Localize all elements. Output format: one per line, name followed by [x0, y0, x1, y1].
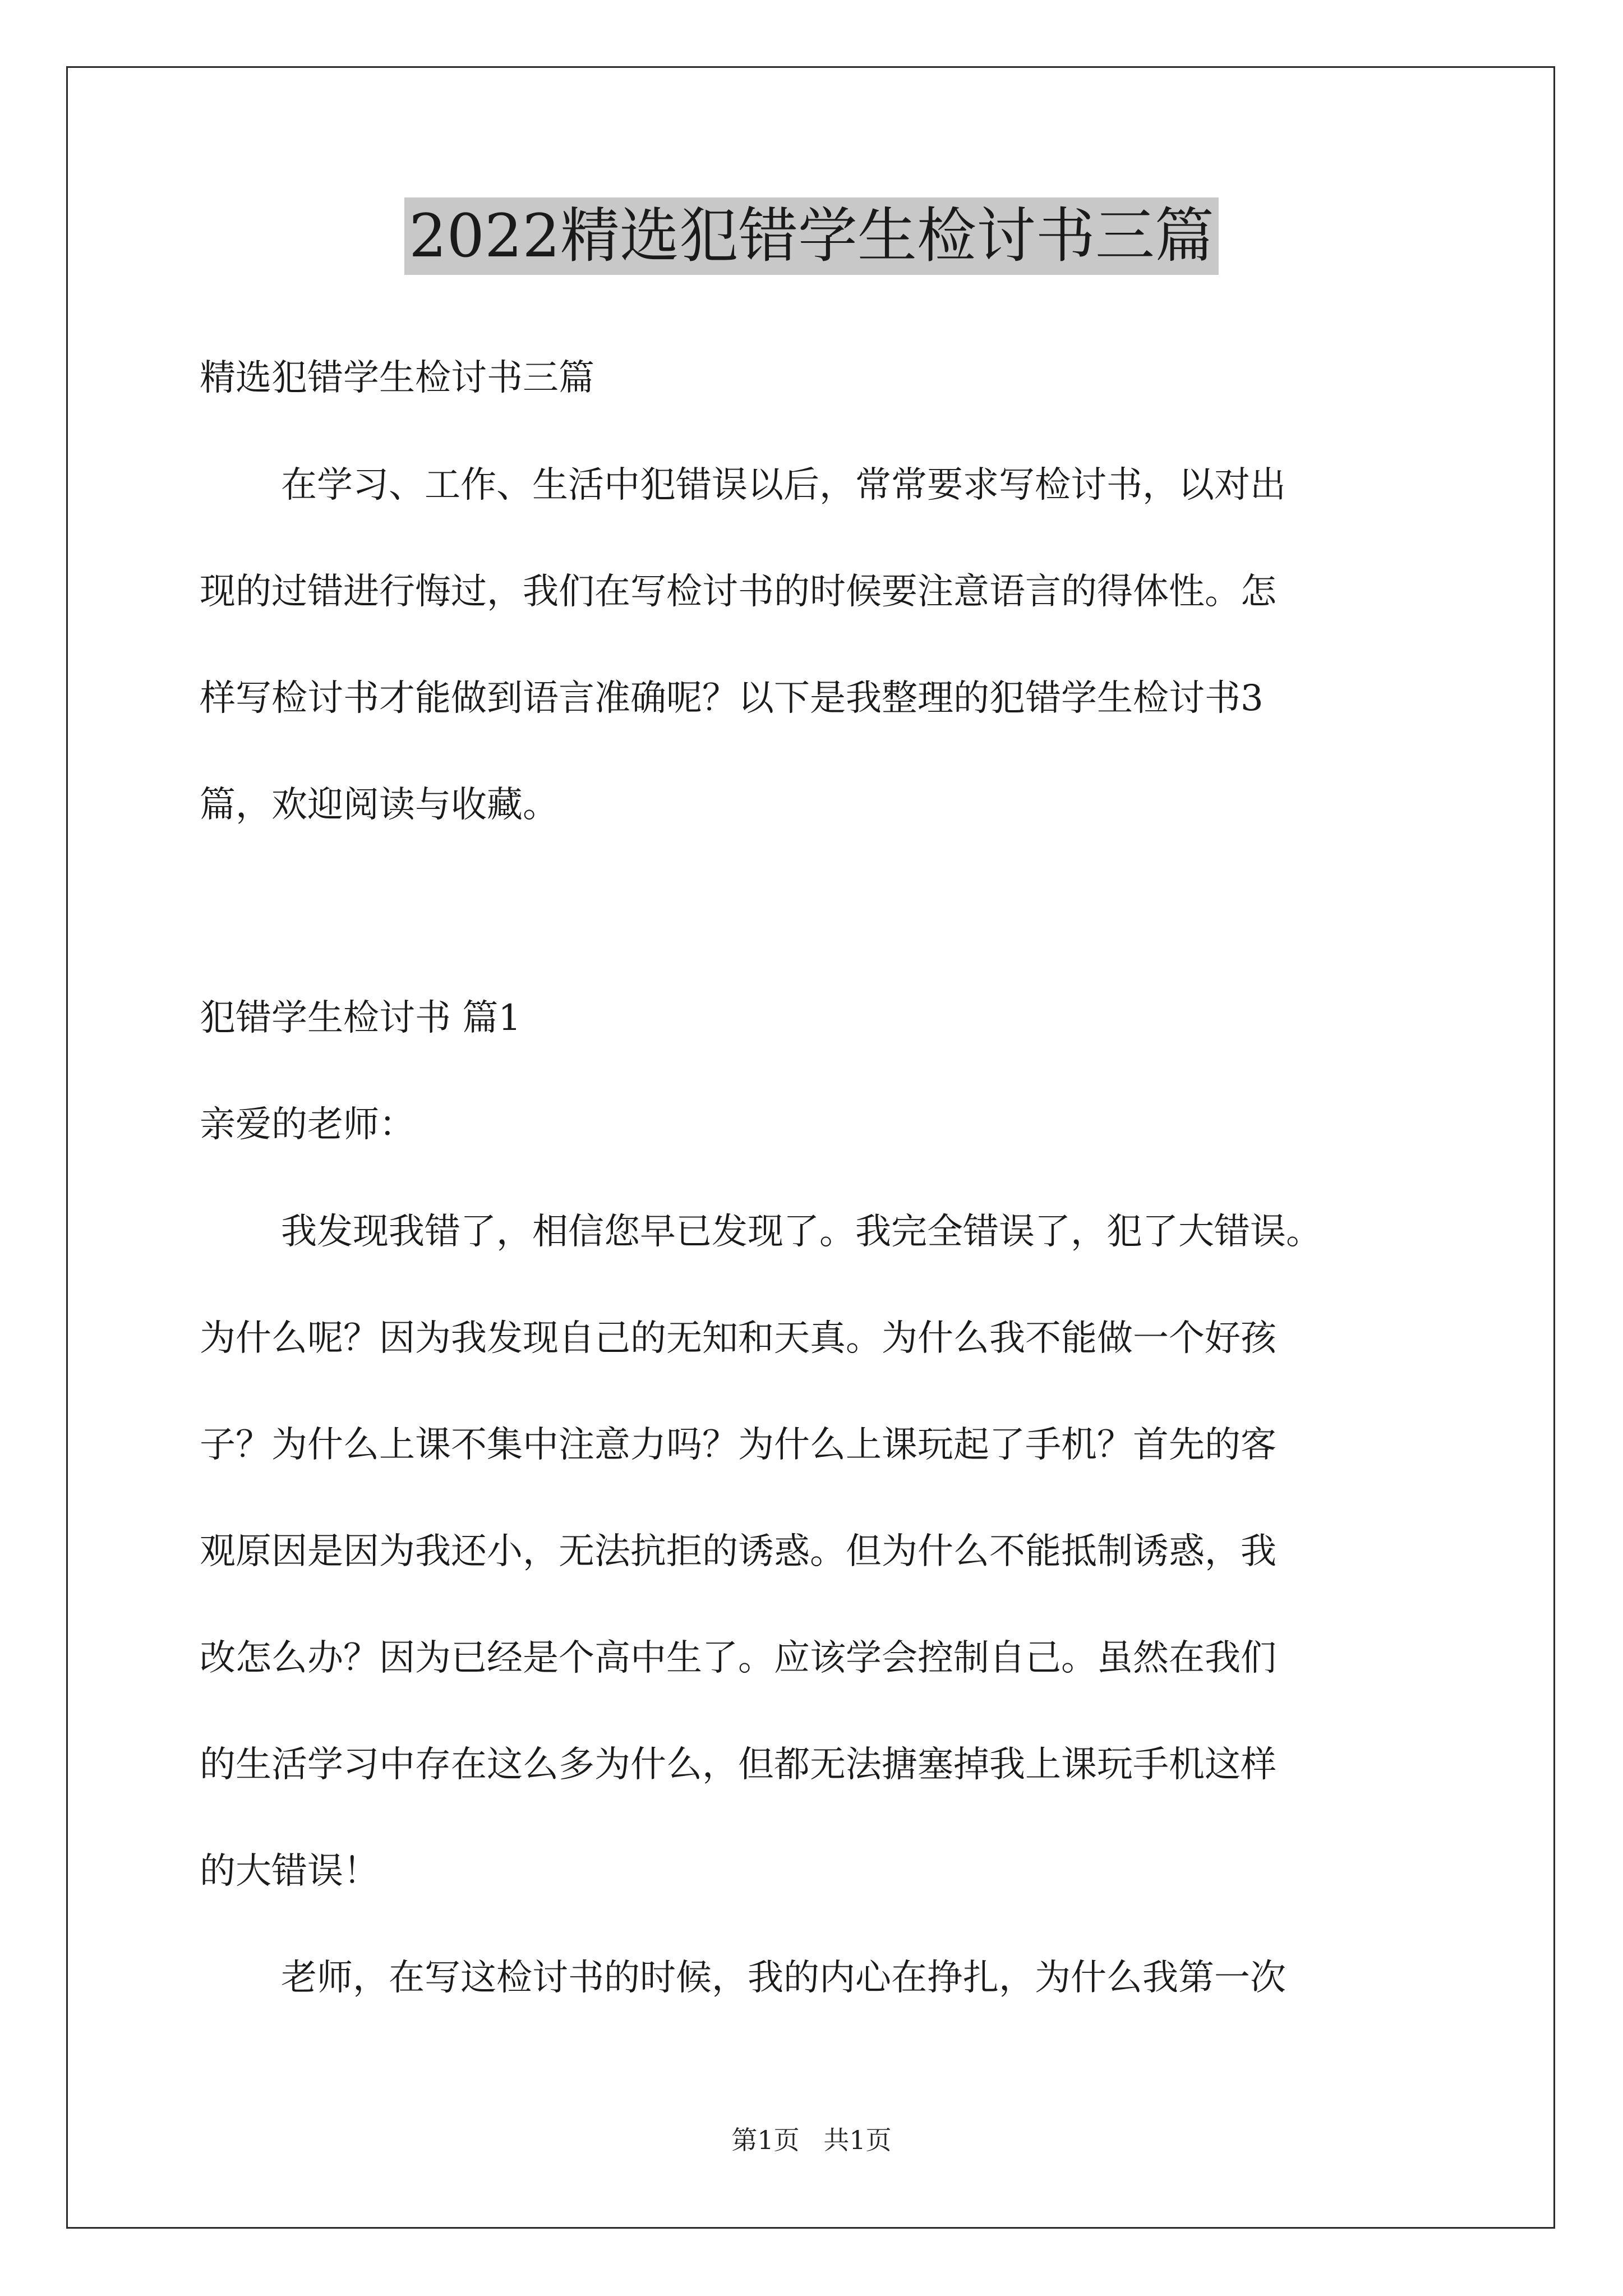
body-line: 观原因是因为我还小，无法抗拒的诱惑。但为什么不能抵制诱惑，我	[200, 1531, 1276, 1572]
body-line: 的生活学习中存在这么多为什么，但都无法搪塞掉我上课玩手机这样	[200, 1744, 1276, 1786]
body-line: 改怎么办？因为已经是个高中生了。应该学会控制自己。虽然在我们	[200, 1637, 1276, 1679]
body-line: 的大错误！	[200, 1851, 379, 1892]
page-number-total: 共1页	[823, 2125, 892, 2155]
intro-line: 现的过错进行悔过，我们在写检讨书的时候要注意语言的得体性。怎	[200, 571, 1276, 613]
page-footer	[0, 2123, 1623, 2157]
closing-line: 老师，在写这检讨书的时候，我的内心在挣扎，为什么我第一次	[281, 1957, 1286, 1999]
document-subtitle: 精选犯错学生检讨书三篇	[200, 357, 594, 399]
section-heading: 犯错学生检讨书 篇1	[200, 997, 522, 1039]
page-number-current: 第1页	[731, 2125, 800, 2155]
salutation: 亲爱的老师：	[200, 1104, 415, 1145]
intro-line: 篇，欢迎阅读与收藏。	[200, 784, 559, 826]
intro-line: 样写检讨书才能做到语言准确呢？以下是我整理的犯错学生检讨书3	[200, 678, 1264, 719]
intro-line: 在学习、工作、生活中犯错误以后，常常要求写检讨书，以对出	[281, 464, 1286, 506]
body-line: 为什么呢？因为我发现自己的无知和天真。为什么我不能做一个好孩	[200, 1318, 1276, 1359]
body-line: 子？为什么上课不集中注意力吗？为什么上课玩起了手机？首先的客	[200, 1424, 1276, 1466]
body-line: 我发现我错了，相信您早已发现了。我完全错误了，犯了大错误。	[281, 1211, 1322, 1253]
document-title: 2022精选犯错学生检讨书三篇	[404, 197, 1219, 275]
title-container	[0, 197, 1623, 275]
